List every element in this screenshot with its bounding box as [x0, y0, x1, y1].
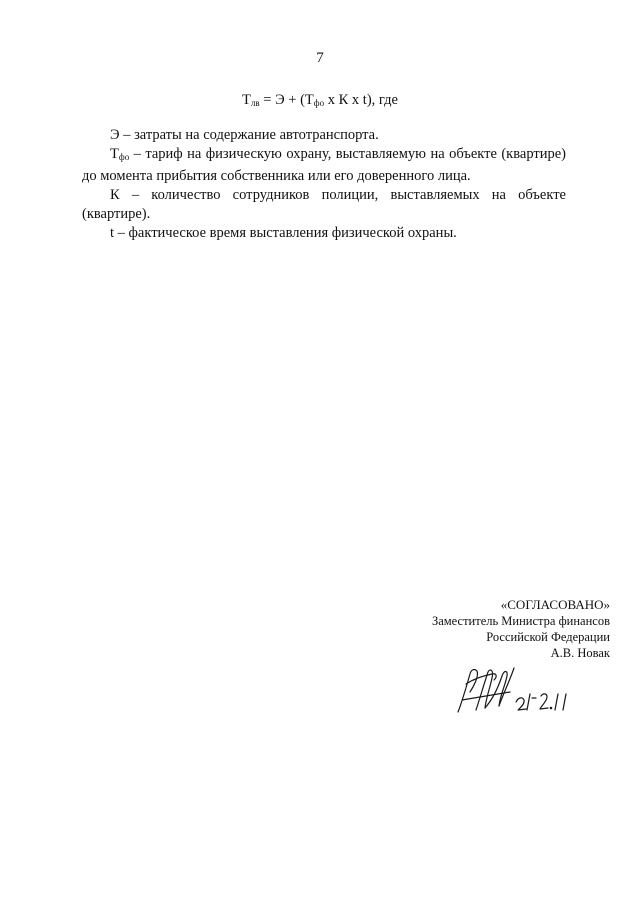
approval-name: А.В. Новак: [550, 646, 610, 660]
definition-t: t – фактическое время выставления физической охраны.: [110, 225, 457, 241]
page-number: 7: [316, 50, 324, 66]
handwritten-signature: [452, 662, 572, 718]
approval-block: [370, 597, 610, 661]
formula-eq-part: = Э + (Т: [259, 92, 314, 108]
approval-heading: «СОГЛАСОВАНО»: [500, 597, 610, 612]
definition-k: К – количество сотрудников полиции, выставляемых на объекте (квартире).: [82, 187, 566, 222]
definition-tf-subscript: фо: [118, 152, 130, 162]
approval-position-line2: Российской Федерации: [486, 630, 610, 644]
approval-position-line1: Заместитель Министра финансов: [431, 614, 610, 628]
formula: [0, 92, 640, 109]
definitions-block: [82, 126, 566, 243]
formula-rest: х К х t), где: [324, 92, 398, 108]
definition-tf: [82, 145, 566, 186]
definition-e: Э – затраты на содержание автотранспорта.: [110, 127, 379, 143]
formula-tf-subscript: фо: [313, 98, 325, 108]
definition-tf-symbol: Т: [110, 146, 119, 162]
formula-t: Т: [242, 92, 251, 108]
definition-tf-text: – тариф на физическую охрану, выставляемую на объекте (квартире) до момента прибытия собственника или его доверенного лица.: [82, 146, 566, 184]
formula-t-subscript: лв: [250, 98, 260, 108]
